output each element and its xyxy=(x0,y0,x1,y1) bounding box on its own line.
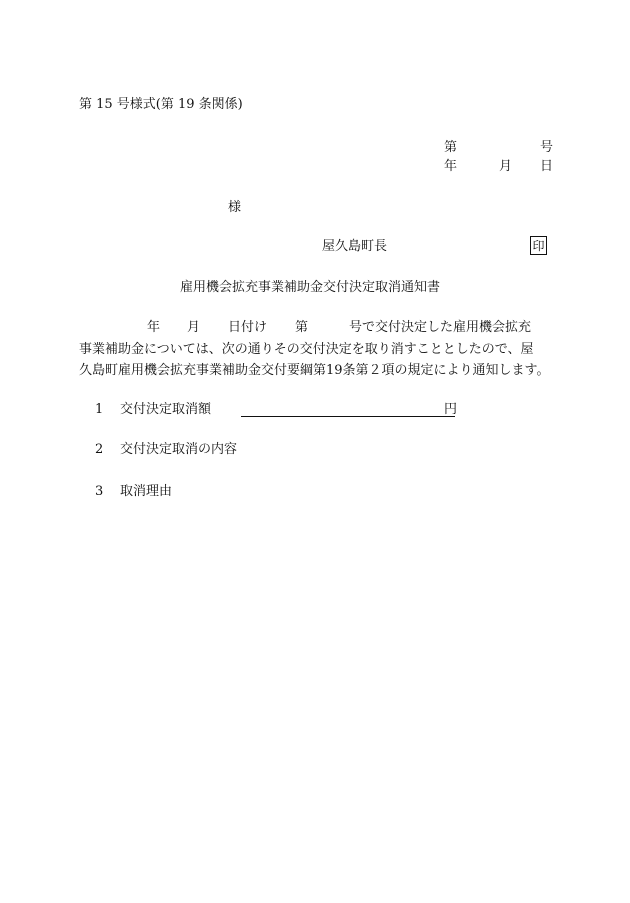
body-ref-month: 月 xyxy=(187,320,201,335)
date-day-label: 日 xyxy=(540,159,554,174)
seal-box: 印 xyxy=(530,236,547,255)
amount-unit: 円 xyxy=(444,402,458,417)
amount-blank-line xyxy=(241,402,458,417)
addressee-suffix: 様 xyxy=(228,200,242,215)
body-line-3: 久島町雇用機会拡充事業補助金交付要綱第19条第２項の規定により通知します。 xyxy=(79,363,550,378)
item-number-3: 3 xyxy=(95,484,104,499)
date-month-label: 月 xyxy=(499,159,513,174)
item-number-2: 2 xyxy=(95,442,104,457)
form-number: 第 15 号様式(第 19 条関係) xyxy=(79,97,243,112)
document-number-suffix: 号 xyxy=(540,140,554,155)
body-line-1: 号で交付決定した雇用機会拡充 xyxy=(349,320,532,335)
body-ref-number: 第 xyxy=(295,320,309,335)
document-number-label: 第 xyxy=(444,140,458,155)
item-label-2: 交付決定取消の内容 xyxy=(120,442,238,457)
item-label-3: 取消理由 xyxy=(120,484,173,499)
body-line-2: 事業補助金については、次の通りその交付決定を取り消すこととしたので、屋 xyxy=(79,342,534,357)
body-ref-year: 年 xyxy=(147,320,161,335)
body-ref-day: 日付け xyxy=(228,320,268,335)
sender-name: 屋久島町長 xyxy=(322,239,388,254)
document-title: 雇用機会拡充事業補助金交付決定取消通知書 xyxy=(180,280,441,295)
item-label-1: 交付決定取消額 xyxy=(120,402,212,417)
date-year-label: 年 xyxy=(444,159,458,174)
item-number-1: 1 xyxy=(95,402,104,417)
